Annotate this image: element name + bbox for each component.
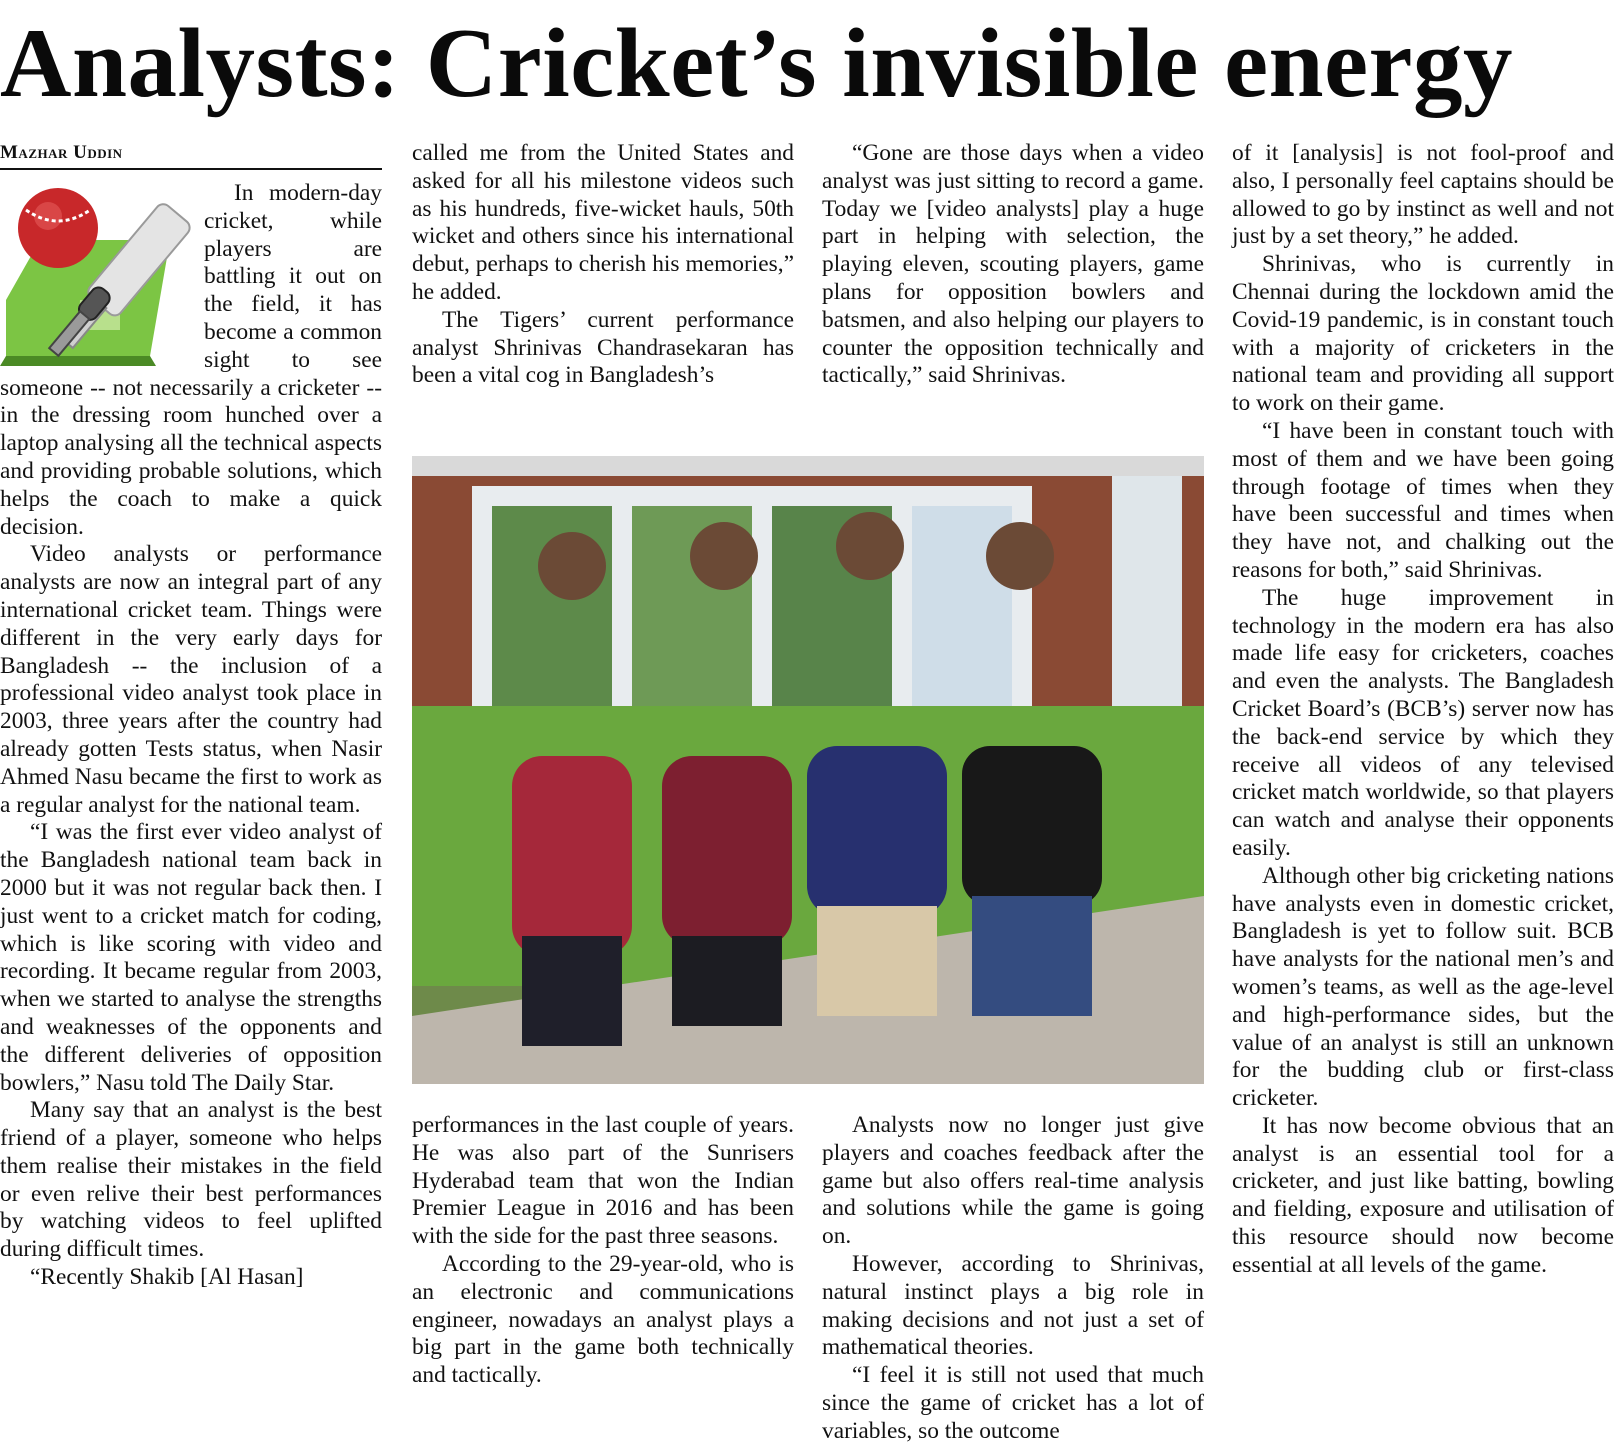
article-column-2-bottom [412,1112,794,1390]
article-column-4 [1232,140,1614,1450]
article-column-3-bottom [822,1112,1204,1446]
paragraph: Shrinivas, who is currently in Chennai during the lockdown amid the Covid-19 pandemic, is in constant touch with a majority of cricketers in the national team and providing all support to work on their game. [1232,251,1614,417]
article-column-3-top [822,140,1204,390]
article-column-1 [0,140,382,1450]
paragraph: Although other big cricketing nations have analysts even in domestic cricket, Bangladesh is yet to follow suit. BCB have analysts for the national men’s and women’s teams, as well as the age-level and high-performance sides, but the value of an analyst is still an unknown for the budding club or first-class cricketer. [1232,862,1614,1112]
paragraph: performances in the last couple of years. He was also part of the Sunrisers Hyderabad team that won the Indian Premier League in 2016 and has been with the side for the past three seasons. [412,1112,794,1250]
paragraph: In modern-day cricket, while players are battling it out on the field, it has become a common sight to see someone -- not necessarily a cricketer -- in the dressing room hunched over a laptop analysing all the technical aspects and providing probable solutions, which helps the coach to make a quick decision. [0,180,382,540]
paragraph: Many say that an analyst is the best friend of a player, someone who helps them realise their mistakes in the field or even relive their best performances by watching videos to feel uplifted during difficult times. [0,1097,382,1263]
paragraph: “I feel it is still not used that much since the game of cricket has a lot of variables, so the outcome [822,1362,1204,1444]
paragraph: “I have been in constant touch with most of them and we have been going through footage of times when they have been successful and times when they have not, and chalking out the reasons for both,” said Shrinivas. [1232,417,1614,583]
paragraph: However, according to Shrinivas, natural instinct plays a big role in making decisions and not just a set of mathematical theories. [822,1250,1204,1361]
paragraph: “I was the first ever video analyst of the Bangladesh national team back in 2000 but it was not regular back then. I just went to a cricket match for coding, which is like scoring with video and recording. It became regular from 2003, when we started to analyse the strengths and weaknesses of the opponents and the different deliveries of opposition bowlers,” Nasu told The Daily Star. [0,819,382,1096]
paragraph: It has now become obvious that an analyst is an essential tool for a cricketer, and just like batting, bowling and fielding, exposure and utilisation of this resource should now become essential at all levels of the game. [1232,1112,1614,1278]
cricket-ball-bat-icon [0,180,196,370]
paragraph: called me from the United States and asked for all his milestone videos such as his hundreds, five-wicket hauls, 50th wicket and others since his international debut, perhaps to cherish his memories,” he added. [412,140,794,305]
article-photo [412,456,1204,1084]
paragraph: The huge improvement in technology in the modern era has also made life easy for cricketers, coaches and even the analysts. The Bangladesh Cricket Board’s (BCB’s) server now has the back-end service by which they receive all videos of any televised cricket match worldwide, so that players can watch and analyse their opponents easily. [1232,584,1614,861]
paragraph: “Recently Shakib [Al Hasan] [30,1264,304,1291]
paragraph: According to the 29-year-old, who is an electronic and communications engineer, nowadays an analyst plays a big part in the game both technically and tactically. [412,1250,794,1389]
paragraph: The Tigers’ current performance analyst Shrinivas Chandrasekaran has been a vital cog in Bangladesh’s [412,306,794,389]
byline: Mazhar Uddin [0,140,382,170]
paragraph: Analysts now no longer just give players and coaches feedback after the game but also offers real-time analysis and solutions while the game is going on. [822,1112,1204,1250]
article-column-2-top [412,140,794,390]
paragraph: “Gone are those days when a video analyst was just sitting to record a game. Today we [video analysts] play a huge part in helping with selection, the playing eleven, scouting players, game plans for opposition bowlers and batsmen, and also helping our players to counter the opposition technically and tactically,” said Shrinivas. [822,140,1204,389]
paragraph: Video analysts or performance analysts are now an integral part of any international cricket team. Things were different in the very early days for Bangladesh -- the inclusion of a professional video analyst took place in 2003, three years after the country had already gotten Tests status, when Nasir Ahmed Nasu became the first to work as a regular analyst for the national team. [0,541,382,818]
headline: Analysts: Cricket’s invisible energy [0,9,1513,118]
paragraph: of it [analysis] is not fool-proof and also, I personally feel captains should be allowed to go by instinct as well and not just by a set theory,” he added. [1232,140,1614,250]
